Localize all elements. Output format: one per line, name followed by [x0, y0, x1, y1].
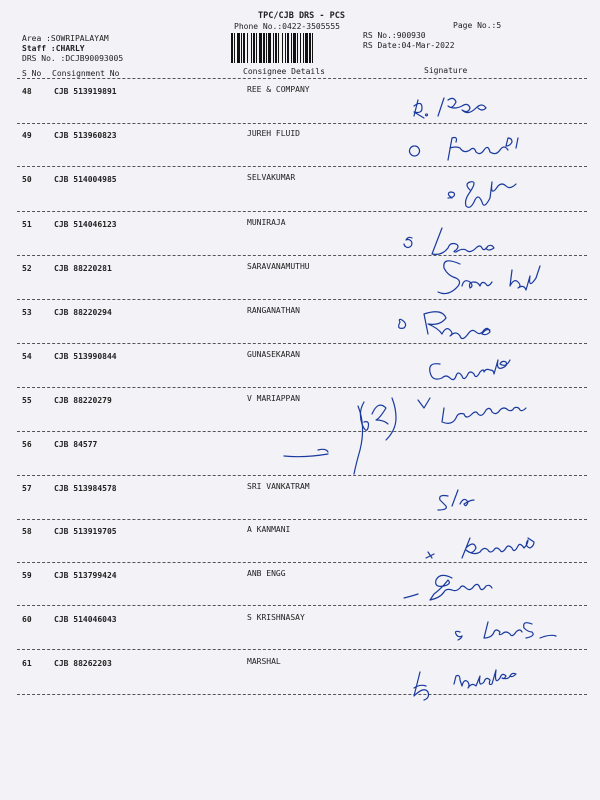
row-consignee: ANB ENGG: [247, 569, 286, 578]
staff-label: Staff :CHARLY: [22, 44, 85, 53]
column-header-consignment: Consignment No: [52, 69, 120, 78]
barcode-bar: [253, 33, 255, 63]
table-row: [0, 87, 600, 131]
barcode-bar: [278, 33, 279, 63]
barcode-bar: [234, 33, 235, 63]
row-divider: [17, 123, 587, 124]
barcode-bar: [247, 33, 248, 63]
barcode-bar: [266, 33, 267, 63]
table-row: [0, 440, 600, 484]
row-sno: 49: [22, 131, 32, 140]
rs-number: RS No.:900930: [363, 31, 426, 40]
column-header-sno: S No: [22, 69, 42, 78]
barcode-bar: [231, 33, 233, 63]
row-sno: 50: [22, 175, 32, 184]
row-divider: [17, 387, 587, 388]
row-divider: [17, 649, 587, 650]
row-sno: 53: [22, 308, 32, 317]
area-label: Area :SOWRIPALAYAM: [22, 34, 109, 43]
barcode-bar: [241, 33, 242, 63]
table-row: [0, 220, 600, 264]
row-sno: 52: [22, 264, 32, 273]
barcode-bar: [285, 33, 286, 63]
row-consignment: CJB 514004985: [54, 175, 117, 184]
row-consignee: S KRISHNASAY: [247, 613, 305, 622]
phone-number: Phone No.:0422-3505555: [234, 22, 340, 31]
barcode-bar: [251, 33, 252, 63]
barcode: [230, 33, 352, 63]
table-row: [0, 484, 600, 528]
row-consignment: CJB 513960823: [54, 131, 117, 140]
rs-date: RS Date:04-Mar-2022: [363, 41, 455, 50]
barcode-bar: [300, 33, 301, 63]
row-divider: [17, 166, 587, 167]
row-sno: 60: [22, 615, 32, 624]
row-sno: 51: [22, 220, 32, 229]
report-title: TPC/CJB DRS - PCS: [258, 11, 345, 21]
table-row: [0, 659, 600, 703]
barcode-bar: [282, 33, 283, 63]
table-row: [0, 396, 600, 440]
row-consignee: SELVAKUMAR: [247, 173, 296, 182]
page-number: Page No.:5: [453, 21, 502, 30]
table-row: [0, 527, 600, 571]
table-row: [0, 308, 600, 352]
row-consignment: CJB 513984578: [54, 484, 117, 493]
barcode-bar: [256, 33, 257, 63]
barcode-bar: [305, 33, 308, 63]
row-sno: 55: [22, 396, 32, 405]
row-consignment: CJB 88220281: [54, 264, 112, 273]
barcode-bar: [268, 33, 271, 63]
barcode-bar: [237, 33, 240, 63]
barcode-bar: [297, 33, 298, 63]
row-consignee: V MARIAPPAN: [247, 394, 300, 403]
row-consignment: CJB 513919705: [54, 527, 117, 536]
barcode-bar: [273, 33, 274, 63]
row-consignment: CJB 84577: [54, 440, 98, 449]
row-consignment: CJB 513799424: [54, 571, 117, 580]
header-divider: [17, 78, 587, 79]
table-row: [0, 264, 600, 308]
row-sno: 54: [22, 352, 32, 361]
barcode-bar: [291, 33, 292, 63]
row-consignment: CJB 514046043: [54, 615, 117, 624]
column-header-details: Consignee Details: [243, 67, 325, 76]
row-consignment: CJB 513990844: [54, 352, 117, 361]
row-sno: 48: [22, 87, 32, 96]
table-row: [0, 175, 600, 219]
barcode-bar: [293, 33, 296, 63]
row-consignment: CJB 514046123: [54, 220, 117, 229]
row-consignee: GUNASEKARAN: [247, 350, 300, 359]
row-consignment: CJB 513919891: [54, 87, 117, 96]
barcode-bar: [243, 33, 245, 63]
table-row: [0, 571, 600, 615]
barcode-bar: [312, 33, 313, 63]
table-row: [0, 615, 600, 659]
row-divider: [17, 562, 587, 563]
row-sno: 59: [22, 571, 32, 580]
table-row: [0, 131, 600, 175]
row-divider: [17, 299, 587, 300]
row-consignee: RANGANATHAN: [247, 306, 300, 315]
row-consignee: MUNIRAJA: [247, 218, 286, 227]
row-divider: [17, 519, 587, 520]
row-consignee: MARSHAL: [247, 657, 281, 666]
barcode-bar: [303, 33, 304, 63]
row-divider: [17, 343, 587, 344]
barcode-bar: [275, 33, 277, 63]
row-consignee: REE & COMPANY: [247, 85, 310, 94]
row-divider: [17, 605, 587, 606]
row-consignment: CJB 88220294: [54, 308, 112, 317]
row-sno: 61: [22, 659, 32, 668]
row-divider: [17, 431, 587, 432]
row-sno: 58: [22, 527, 32, 536]
row-consignee: SARAVANAMUTHU: [247, 262, 310, 271]
row-consignee: A KANMANI: [247, 525, 291, 534]
column-header-signature: Signature: [424, 66, 468, 75]
row-consignment: CJB 88220279: [54, 396, 112, 405]
row-sno: 57: [22, 484, 32, 493]
barcode-bar: [287, 33, 289, 63]
barcode-bar: [309, 33, 311, 63]
row-divider: [17, 255, 587, 256]
row-divider: [17, 694, 587, 695]
row-consignee: SRI VANKATRAM: [247, 482, 310, 491]
row-consignee: JUREH FLUID: [247, 129, 300, 138]
drs-number: DRS No. :DCJB90093005: [22, 54, 124, 63]
barcode-bar: [259, 33, 262, 63]
barcode-bar: [263, 33, 265, 63]
row-sno: 56: [22, 440, 32, 449]
table-row: [0, 352, 600, 396]
row-consignment: CJB 88262203: [54, 659, 112, 668]
row-divider: [17, 211, 587, 212]
row-divider: [17, 475, 587, 476]
